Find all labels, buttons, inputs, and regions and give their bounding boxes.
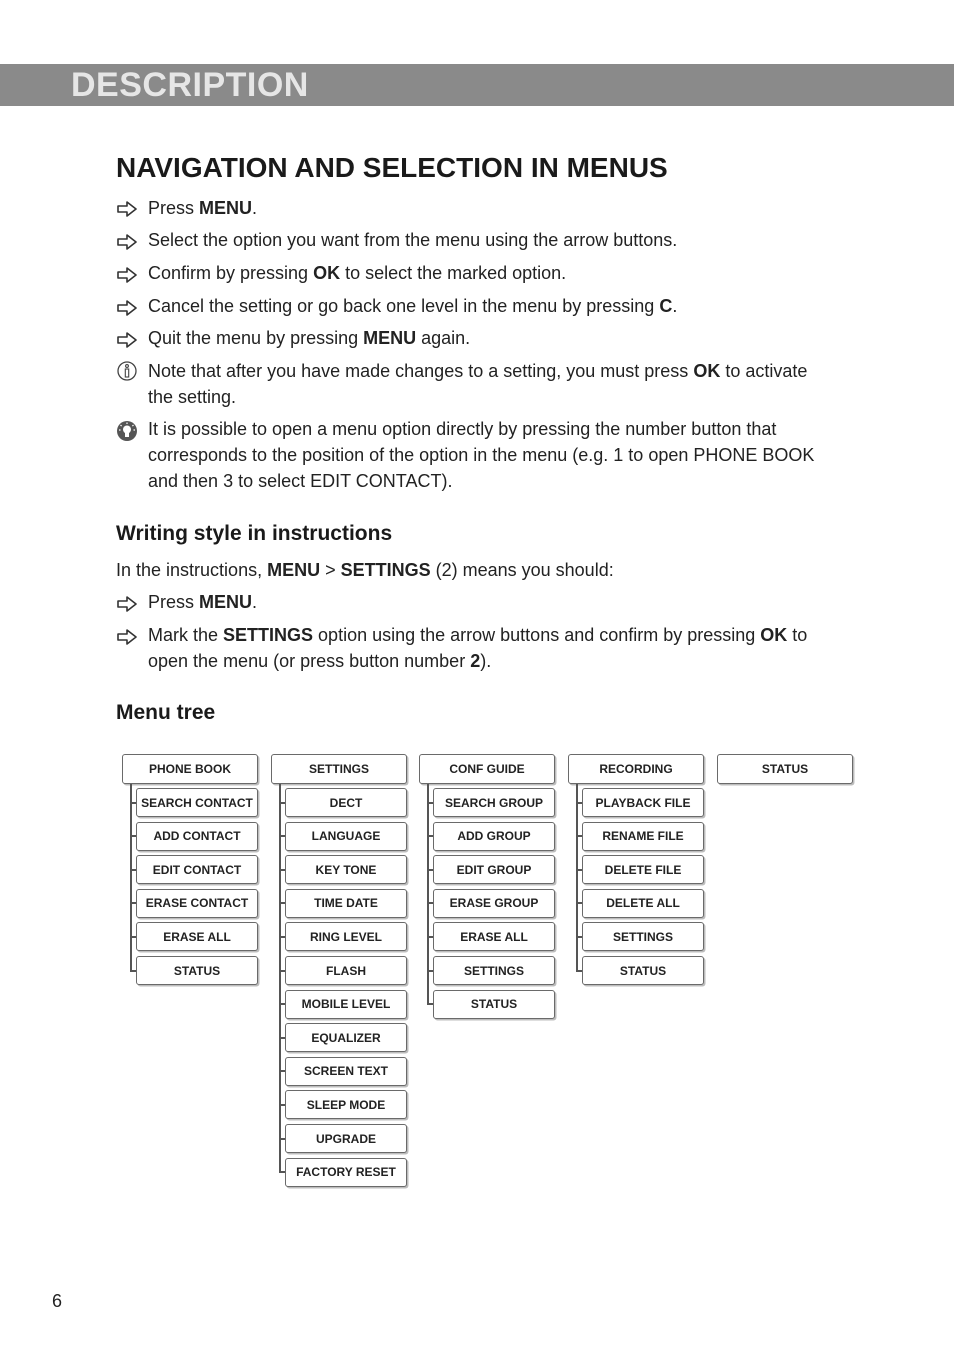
tree-connector-line [576,784,578,972]
submenu-edit-contact: EDIT CONTACT [136,855,258,884]
submenu-add-contact: ADD CONTACT [136,822,258,851]
page-number: 6 [52,1291,63,1311]
submenu-upgrade: UPGRADE [285,1124,407,1153]
submenu-delete-all: DELETE ALL [582,889,704,918]
tip-text: It is possible to open a menu option directly by pressing the number button that corresponds to the position of the option in the menu (e.g. 1 to open PHONE BOOK and then 3 to select EDIT CONTACT). [148,419,815,491]
submenu-language: LANGUAGE [285,822,407,851]
menu-status: STATUS [717,754,853,784]
submenu-key-tone: KEY TONE [285,855,407,884]
submenu-status: STATUS [582,956,704,985]
submenu-status: STATUS [136,956,258,985]
submenu-playback-file: PLAYBACK FILE [582,788,704,817]
submenu-edit-group: EDIT GROUP [433,855,555,884]
submenu-factory-reset: FACTORY RESET [285,1158,407,1187]
writing-style-heading: Writing style in instructions [116,522,393,545]
submenu-equalizer: EQUALIZER [285,1023,407,1052]
writing-step-mark-settings: Mark the SETTINGS option using the arrow buttons and confirm by pressing OK to open the menu (or press button number 2). [148,625,808,671]
menu-settings: SETTINGS [271,754,407,784]
submenu-erase-all: ERASE ALL [433,922,555,951]
section-title: NAVIGATION AND SELECTION IN MENUS [116,152,668,183]
tree-connector-line [130,784,132,972]
menu-tree-heading: Menu tree [116,701,216,724]
submenu-mobile-level: MOBILE LEVEL [285,990,407,1019]
note-text: Note that after you have made changes to a setting, you must press OK to activate the setting. [148,361,808,407]
submenu-screen-text: SCREEN TEXT [285,1057,407,1086]
submenu-sleep-mode: SLEEP MODE [285,1090,407,1119]
step-confirm: Confirm by pressing OK to select the marked option. [148,263,567,283]
menu-conf-guide: CONF GUIDE [419,754,555,784]
submenu-erase-group: ERASE GROUP [433,889,555,918]
writing-step-press-menu: Press MENU. [148,592,258,612]
submenu-erase-contact: ERASE CONTACT [136,889,258,918]
tree-connector-line [427,784,429,1005]
submenu-add-group: ADD GROUP [433,822,555,851]
step-cancel: Cancel the setting or go back one level in the menu by pressing C. [148,296,678,316]
submenu-delete-file: DELETE FILE [582,855,704,884]
submenu-ring-level: RING LEVEL [285,922,407,951]
submenu-erase-all: ERASE ALL [136,922,258,951]
chapter-title: DESCRIPTION [71,66,309,104]
menu-phone-book: PHONE BOOK [122,754,258,784]
submenu-settings: SETTINGS [433,956,555,985]
submenu-rename-file: RENAME FILE [582,822,704,851]
tree-connector-line [279,784,281,1173]
step-press-menu: Press MENU. [148,198,258,218]
submenu-search-contact: SEARCH CONTACT [136,788,258,817]
submenu-search-group: SEARCH GROUP [433,788,555,817]
submenu-status: STATUS [433,990,555,1019]
submenu-settings: SETTINGS [582,922,704,951]
step-quit: Quit the menu by pressing MENU again. [148,328,471,348]
step-select-option: Select the option you want from the menu using the arrow buttons. [148,230,678,250]
submenu-time-date: TIME DATE [285,889,407,918]
submenu-flash: FLASH [285,956,407,985]
menu-recording: RECORDING [568,754,704,784]
submenu-dect: DECT [285,788,407,817]
writing-style-intro: In the instructions, MENU > SETTINGS (2) means you should: [116,560,614,580]
